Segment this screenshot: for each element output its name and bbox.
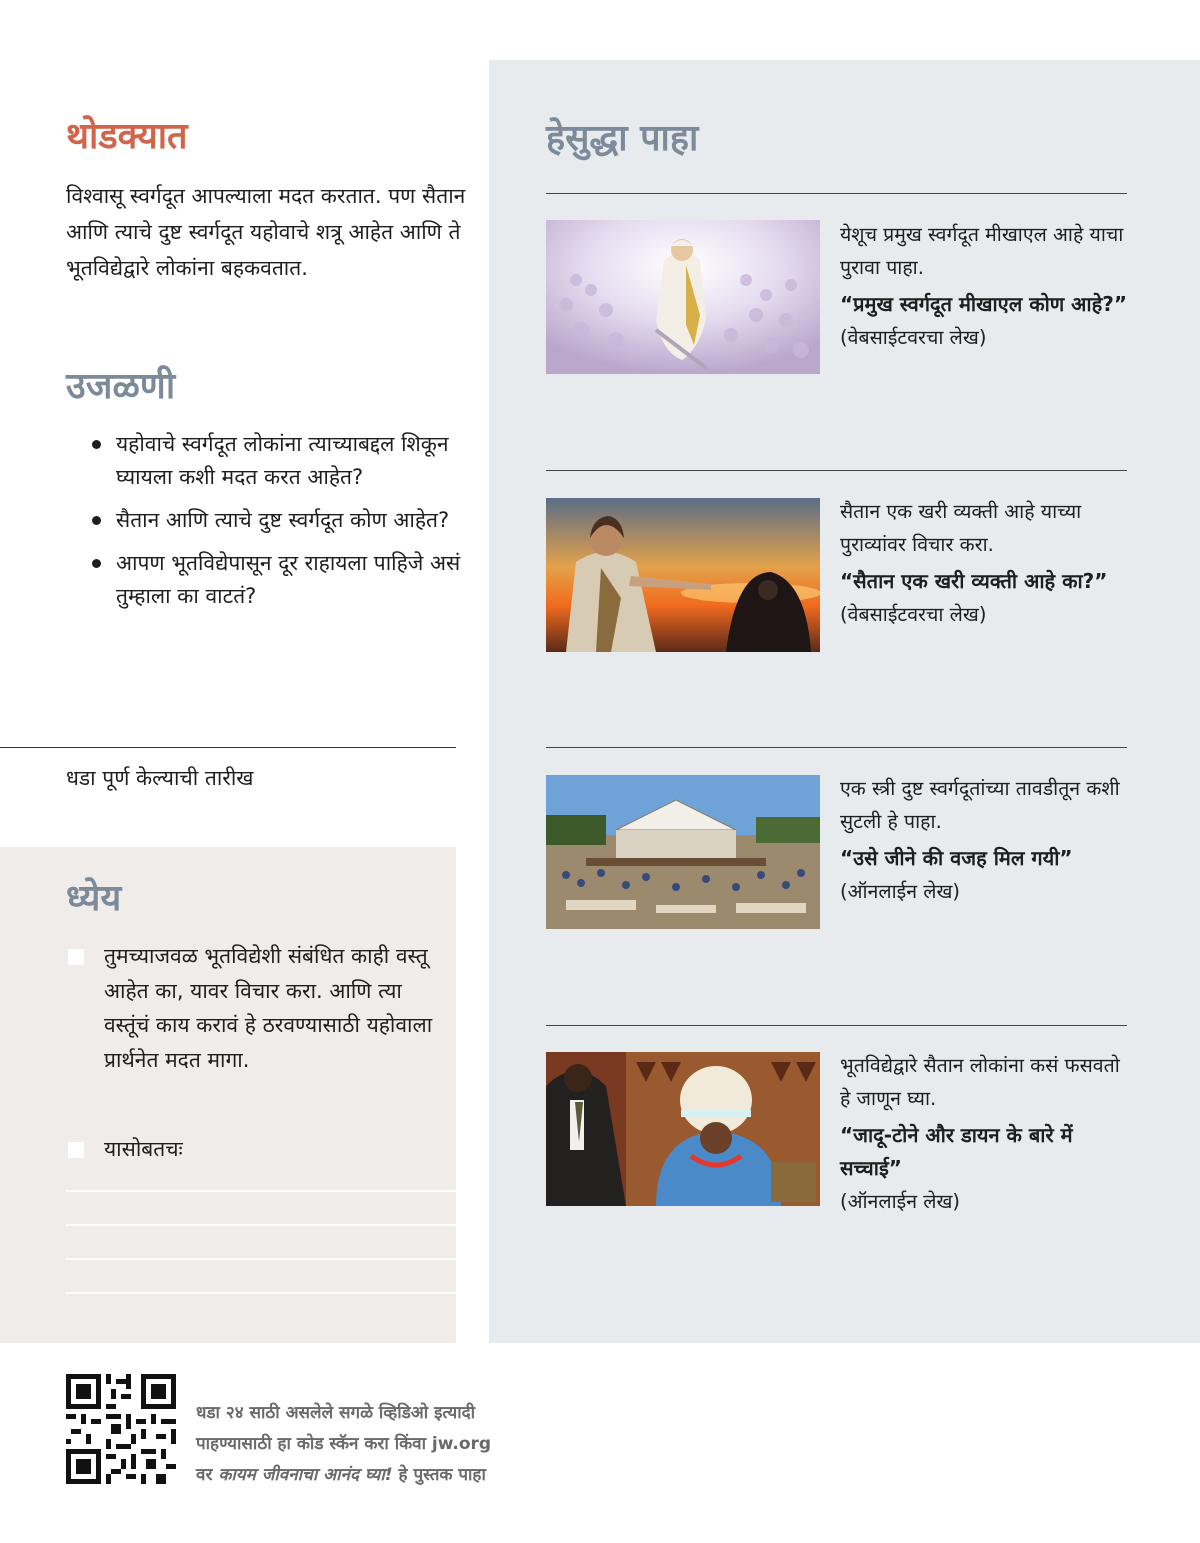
card-source: (वेबसाईटवरचा लेख) <box>840 326 987 349</box>
card-image-satan[interactable] <box>546 498 820 652</box>
goal-checkbox[interactable] <box>68 949 84 965</box>
card-source: (ऑनलाईन लेख) <box>840 880 961 903</box>
review-item <box>92 547 462 613</box>
bullet-icon <box>92 559 101 568</box>
card-text <box>840 495 1130 631</box>
book-title: कायम जीवनाचा आनंद घ्या! <box>218 1465 393 1485</box>
write-line[interactable] <box>66 1224 456 1226</box>
review-item <box>92 504 462 537</box>
review-list <box>92 428 462 623</box>
divider <box>0 747 456 748</box>
bullet-icon <box>92 516 101 525</box>
divider <box>546 747 1127 748</box>
summary-text: विश्वासू स्वर्गदूत आपल्याला मदत करतात. पण सैतान आणि त्याचे दुष्ट स्वर्गदूत यहोवाचे शत्रू आहेत आणि ते भूतविद्येद्वारे लोकांना बहकवतात. <box>66 184 466 280</box>
card-image-archangel[interactable] <box>546 220 820 374</box>
qr-code-icon[interactable] <box>66 1374 176 1484</box>
goal-heading: ध्येय <box>66 878 122 919</box>
review-item-text: आपण भूतविद्येपासून दूर राहायला पाहिजे असं तुम्हाला का वाटतं? <box>116 551 461 608</box>
card-source: (ऑनलाईन लेख) <box>840 1190 961 1213</box>
write-line[interactable] <box>66 1292 456 1294</box>
card-image-construction[interactable] <box>546 775 820 929</box>
divider <box>546 470 1127 471</box>
footer-line: धडा २४ साठी असलेले सगळे व्हिडिओ इत्यादी <box>196 1403 476 1423</box>
review-heading: उजळणी <box>66 366 176 407</box>
see-also-heading: हेसुद्धा पाहा <box>546 118 699 159</box>
write-line[interactable] <box>66 1258 456 1260</box>
card-title[interactable]: “सैतान एक खरी व्यक्ती आहे का?” <box>840 569 1108 593</box>
card-title[interactable]: “जादू-टोने और डायन के बारे में सच्चाई” <box>840 1123 1073 1180</box>
card-description: एक स्त्री दुष्ट स्वर्गदूतांच्या तावडीतून कशी सुटली हे पाहा. <box>840 777 1120 833</box>
goal-item-text: तुमच्याजवळ भूतविद्येशी संबंधित काही वस्तू आहेत का, यावर विचार करा. आणि त्या वस्तूंचं काय करावं हे ठरवण्यासाठी यहोवाला प्रार्थनेत मदत मागा. <box>104 944 433 1072</box>
card-text <box>840 1049 1130 1218</box>
divider <box>546 193 1127 194</box>
footer-text <box>196 1398 596 1491</box>
goal-panel <box>0 847 456 1343</box>
card-text <box>840 218 1130 354</box>
card-title[interactable]: “उसे जीने की वजह मिल गयी” <box>840 846 1073 870</box>
footer-line: पाहण्यासाठी हा कोड स्कॅन करा किंवा jw.org <box>196 1434 492 1454</box>
divider <box>546 1025 1127 1026</box>
card-description: सैतान एक खरी व्यक्ती आहे याच्या पुराव्यांवर विचार करा. <box>840 500 1082 556</box>
bullet-icon <box>92 440 101 449</box>
card-link[interactable] <box>840 565 1130 631</box>
completion-date-label: धडा पूर्ण केल्याची तारीख <box>66 766 254 790</box>
card-image-spiritism[interactable] <box>546 1052 820 1206</box>
card-link[interactable] <box>840 288 1130 354</box>
card-link[interactable] <box>840 1119 1130 1218</box>
review-item-text: यहोवाचे स्वर्गदूत लोकांना त्याच्याबद्दल शिकून घ्यायला कशी मदत करत आहेत? <box>116 432 449 489</box>
footer-line-suffix: हे पुस्तक पाहा <box>392 1465 486 1485</box>
card-description: येशूच प्रमुख स्वर्गदूत मीखाएल आहे याचा पुरावा पाहा. <box>840 223 1124 279</box>
card-title[interactable]: “प्रमुख स्वर्गदूत मीखाएल कोण आहे?” <box>840 292 1127 316</box>
summary-heading: थोडक्यात <box>66 116 188 157</box>
review-item <box>92 428 462 494</box>
write-line[interactable] <box>66 1190 456 1192</box>
goal-item-text: यासोबतचः <box>104 1137 183 1161</box>
card-text <box>840 772 1130 908</box>
card-description: भूतविद्येद्वारे सैतान लोकांना कसं फसवतो हे जाणून घ्या. <box>840 1054 1120 1110</box>
goal-checkbox[interactable] <box>68 1142 84 1158</box>
footer-line-prefix: वर <box>196 1465 219 1485</box>
card-link[interactable] <box>840 842 1130 908</box>
review-item-text: सैतान आणि त्याचे दुष्ट स्वर्गदूत कोण आहेत? <box>116 508 450 532</box>
card-source: (वेबसाईटवरचा लेख) <box>840 603 987 626</box>
